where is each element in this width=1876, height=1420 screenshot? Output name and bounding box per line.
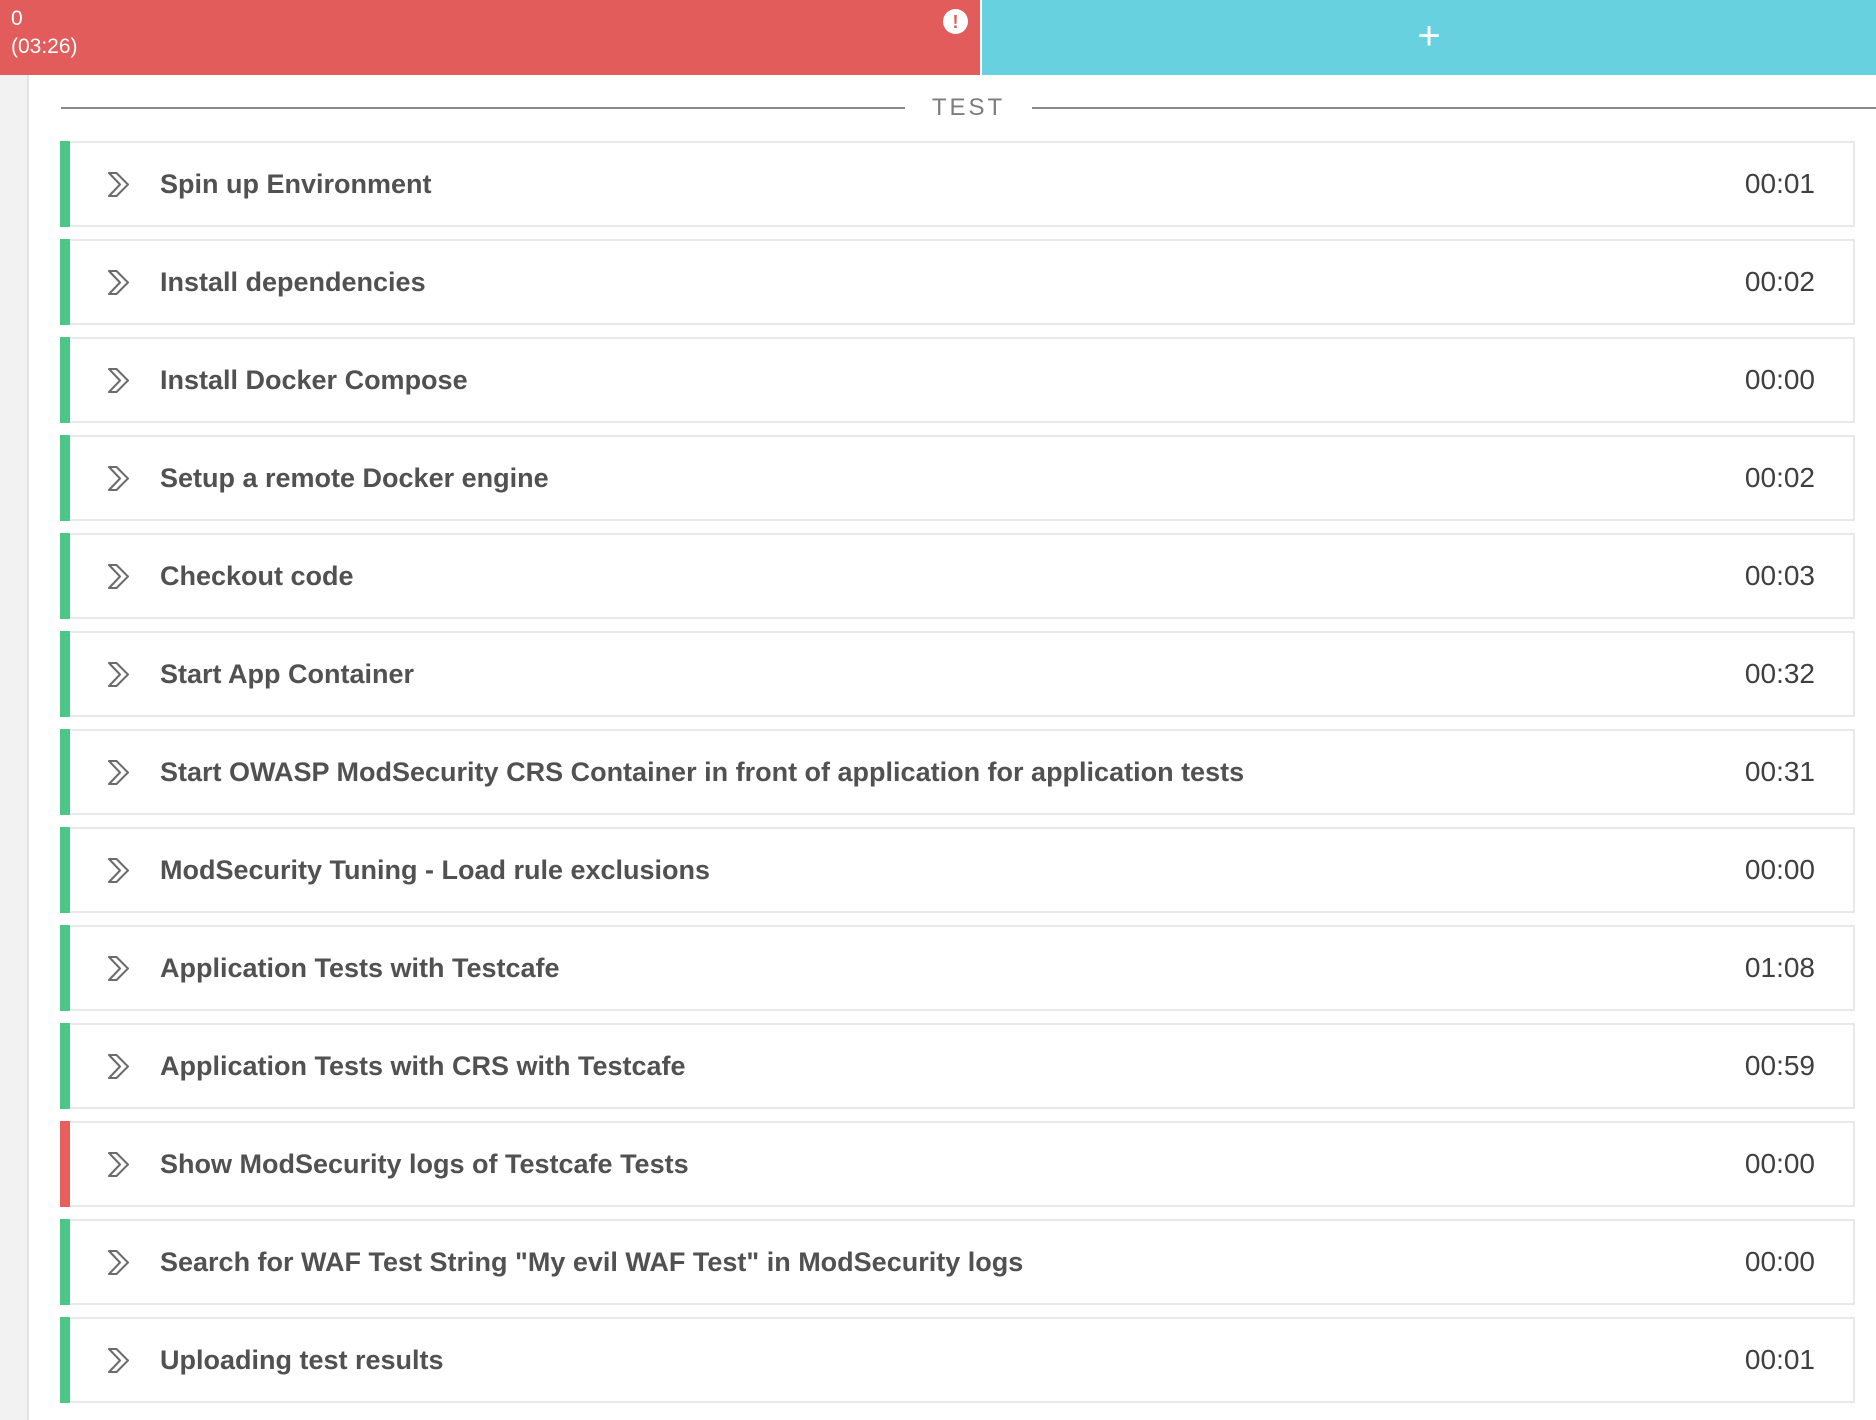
- divider-line-left: [61, 107, 905, 109]
- status-bar: [60, 533, 70, 619]
- status-bar: [60, 631, 70, 717]
- left-gutter: [0, 75, 29, 1420]
- status-bar: [60, 435, 70, 521]
- step-name: Install dependencies: [160, 266, 426, 297]
- expand-chevron-icon[interactable]: [107, 857, 130, 884]
- step-row[interactable]: [60, 141, 1855, 227]
- tab-add-build[interactable]: [982, 0, 1876, 75]
- expand-chevron-icon[interactable]: [107, 465, 130, 492]
- step-name: Install Docker Compose: [160, 364, 468, 395]
- tab-failed-build[interactable]: [0, 0, 980, 75]
- step-row[interactable]: [60, 533, 1855, 619]
- step-row[interactable]: [60, 239, 1855, 325]
- status-bar: [60, 141, 70, 227]
- status-bar: [60, 1121, 70, 1207]
- step-duration: 00:32: [1744, 658, 1815, 689]
- step-name: Setup a remote Docker engine: [160, 462, 549, 493]
- status-bar: [60, 1023, 70, 1109]
- expand-chevron-icon[interactable]: [107, 563, 130, 590]
- step-duration: 00:00: [1744, 1148, 1815, 1179]
- step-name: ModSecurity Tuning - Load rule exclusions: [160, 854, 711, 885]
- section-title: TEST: [931, 94, 1006, 121]
- step-duration: 00:00: [1744, 364, 1815, 395]
- step-row[interactable]: [60, 337, 1855, 423]
- step-row[interactable]: [60, 1023, 1855, 1109]
- divider-line-right: [1032, 107, 1876, 109]
- steps-list: [60, 141, 1876, 1403]
- step-duration: 00:03: [1744, 560, 1815, 591]
- step-duration: 01:08: [1744, 952, 1815, 983]
- plus-icon: +: [1417, 13, 1441, 58]
- status-bar: [60, 827, 70, 913]
- status-bar: [60, 1317, 70, 1403]
- status-bar: [60, 1219, 70, 1305]
- expand-chevron-icon[interactable]: [107, 1053, 130, 1080]
- step-name: Checkout code: [160, 560, 354, 591]
- step-duration: 00:01: [1744, 1344, 1815, 1375]
- step-name: Start App Container: [160, 658, 415, 689]
- status-bar: [60, 337, 70, 423]
- step-row[interactable]: [60, 631, 1855, 717]
- expand-chevron-icon[interactable]: [107, 1151, 130, 1178]
- step-name: Search for WAF Test String "My evil WAF Test" in ModSecurity logs: [160, 1246, 1024, 1277]
- step-name: Show ModSecurity logs of Testcafe Tests: [160, 1148, 689, 1179]
- step-duration: 00:59: [1744, 1050, 1815, 1081]
- step-name: Spin up Environment: [160, 168, 432, 199]
- expand-chevron-icon[interactable]: [107, 367, 130, 394]
- expand-chevron-icon[interactable]: [107, 269, 130, 296]
- expand-chevron-icon[interactable]: [107, 955, 130, 982]
- alert-glyph: !: [952, 11, 959, 32]
- step-row[interactable]: [60, 1121, 1855, 1207]
- status-bar: [60, 239, 70, 325]
- build-tabs-bar: [0, 0, 1876, 75]
- expand-chevron-icon[interactable]: [107, 1249, 130, 1276]
- step-name: Application Tests with Testcafe: [160, 952, 560, 983]
- step-row[interactable]: [60, 925, 1855, 1011]
- status-bar: [60, 925, 70, 1011]
- alert-icon: [943, 9, 968, 34]
- status-bar: [60, 729, 70, 815]
- step-duration: 00:02: [1744, 462, 1815, 493]
- tab-failed-duration: (03:26): [11, 35, 78, 58]
- tab-failed-text: [11, 5, 980, 61]
- step-row[interactable]: [60, 827, 1855, 913]
- expand-chevron-icon[interactable]: [107, 171, 130, 198]
- test-section: [29, 94, 1876, 1403]
- step-duration: 00:00: [1744, 854, 1815, 885]
- step-name: Uploading test results: [160, 1344, 444, 1375]
- step-duration: 00:31: [1744, 756, 1815, 787]
- expand-chevron-icon[interactable]: [107, 759, 130, 786]
- step-duration: 00:02: [1744, 266, 1815, 297]
- step-duration: 00:01: [1744, 168, 1815, 199]
- expand-chevron-icon[interactable]: [107, 661, 130, 688]
- step-row[interactable]: [60, 1219, 1855, 1305]
- step-row[interactable]: [60, 729, 1855, 815]
- expand-chevron-icon[interactable]: [107, 1347, 130, 1374]
- tab-failed-count: 0: [11, 7, 23, 30]
- section-divider: [61, 94, 1876, 122]
- step-name: Start OWASP ModSecurity CRS Container in front of application for application tests: [160, 756, 1245, 787]
- step-row[interactable]: [60, 435, 1855, 521]
- step-row[interactable]: [60, 1317, 1855, 1403]
- step-duration: 00:00: [1744, 1246, 1815, 1277]
- step-name: Application Tests with CRS with Testcafe: [160, 1050, 686, 1081]
